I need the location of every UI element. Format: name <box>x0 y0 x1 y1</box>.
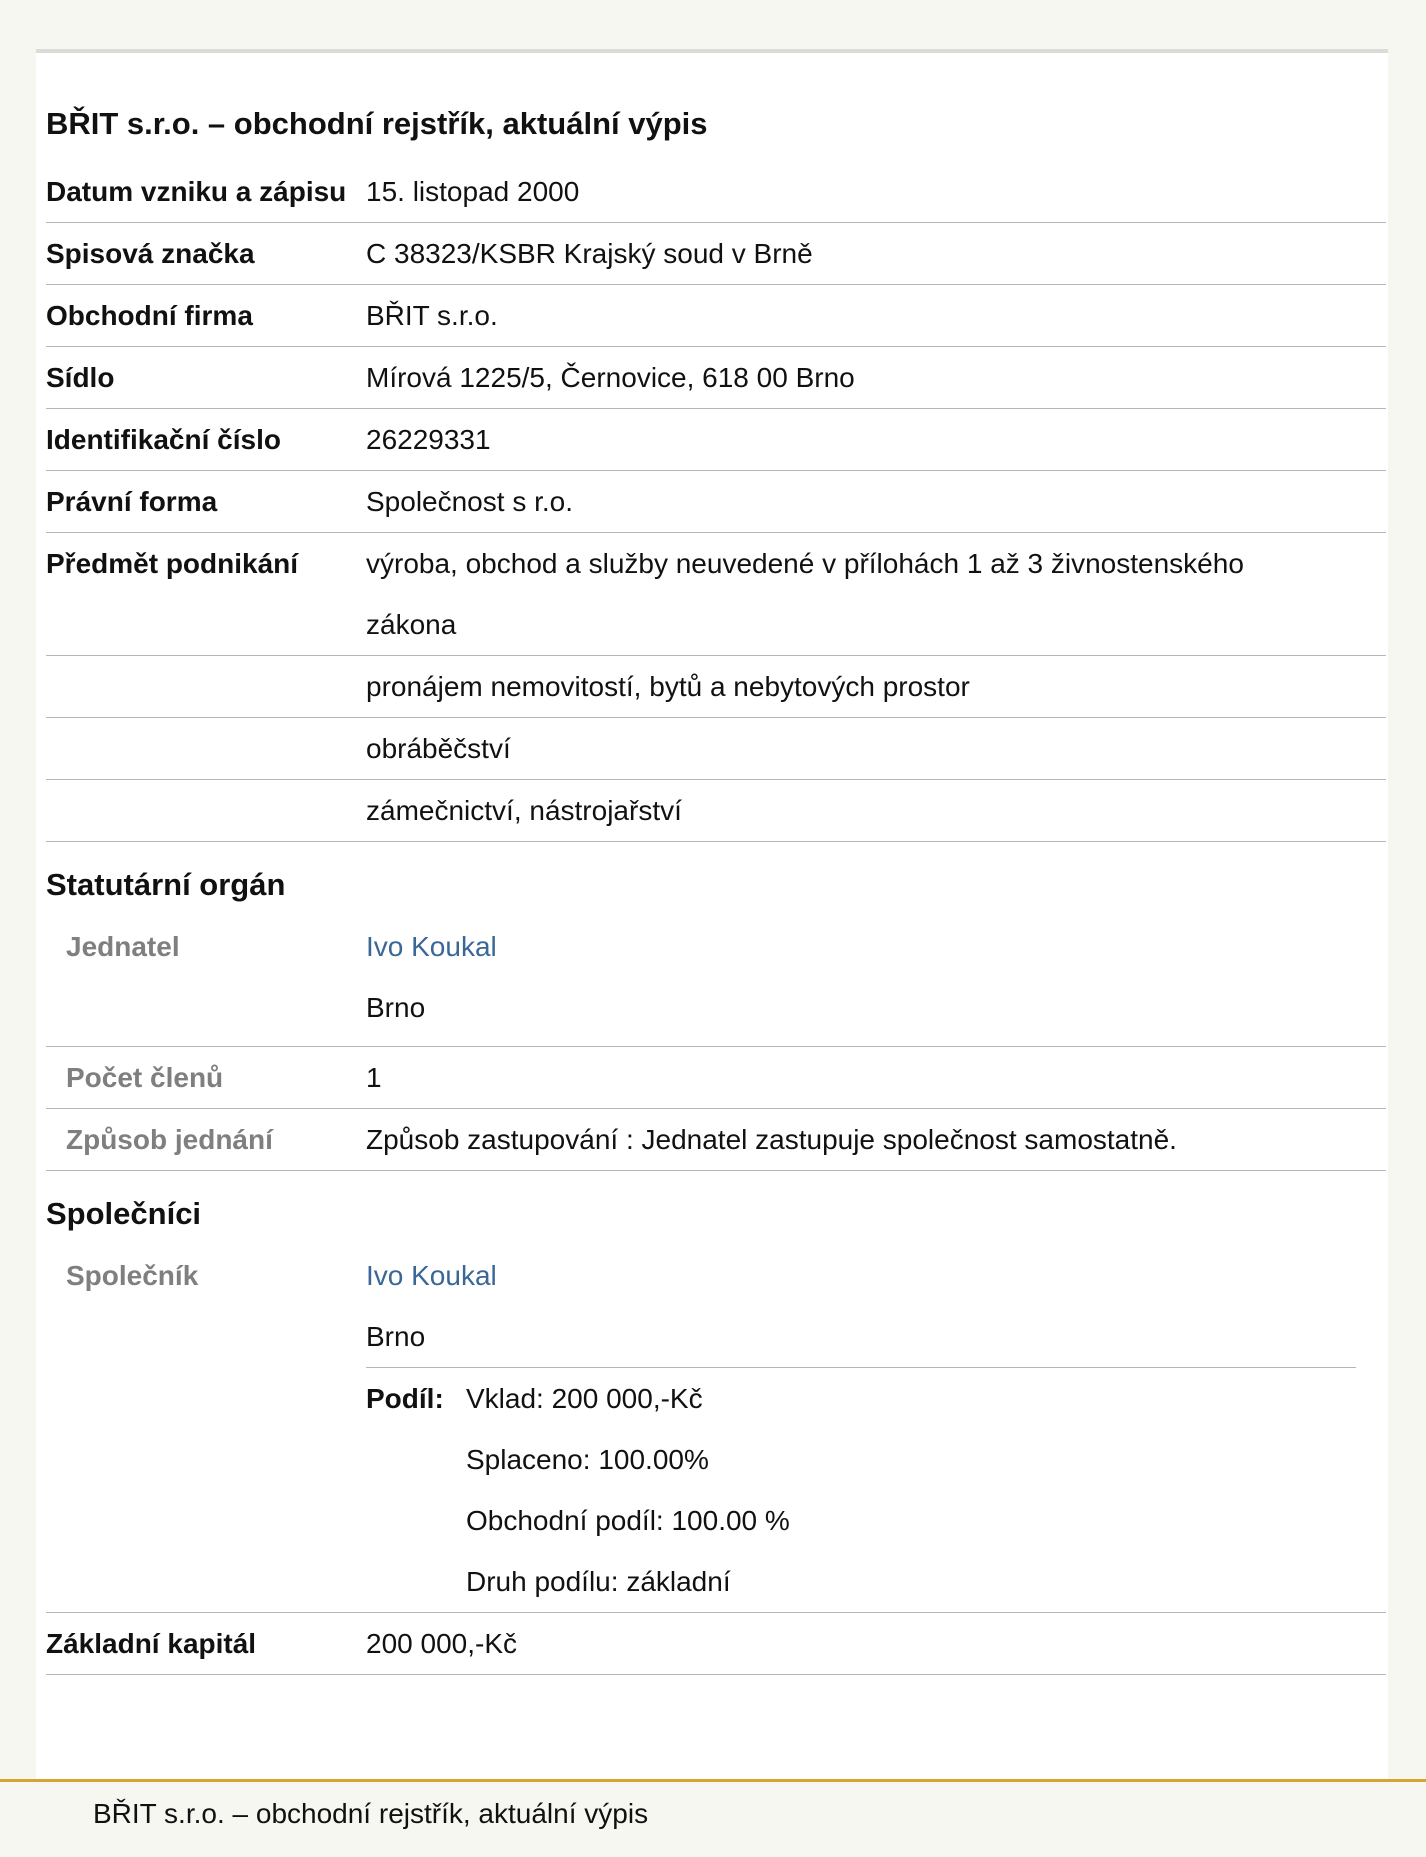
value-datum-vzniku: 15. listopad 2000 <box>366 176 580 207</box>
footer-title: BŘIT s.r.o. – obchodní rejstřík, aktuální výpis <box>93 1798 649 1829</box>
label-pocet-clenu: Počet členů <box>66 1062 224 1093</box>
share-druh-podilu: Druh podílu: základní <box>466 1566 731 1597</box>
section-title-statutarni-organ: Statutární orgán <box>46 867 286 902</box>
jednatel-city: Brno <box>366 992 426 1023</box>
share-block <box>366 1367 1356 1612</box>
label-pravni-forma: Právní forma <box>46 486 218 517</box>
row-datum-vzniku <box>46 161 1386 223</box>
value-spisova-znacka: C 38323/KSBR Krajský soud v Brně <box>366 238 813 269</box>
value-sidlo: Mírová 1225/5, Černovice, 618 00 Brno <box>366 362 855 393</box>
value-spolecnik <box>366 1245 1386 1612</box>
value-pocet-clenu: 1 <box>366 1062 382 1093</box>
label-empty <box>46 780 366 841</box>
section-title-spolecnici: Společníci <box>46 1196 202 1231</box>
row-sidlo <box>46 347 1386 409</box>
value-jednatel <box>366 916 1386 1046</box>
share-vklad: Vklad: 200 000,-Kč <box>466 1383 703 1414</box>
label-spolecnik: Společník <box>66 1260 199 1291</box>
value-zpusob-jednani: Způsob zastupování : Jednatel zastupuje společnost samostatně. <box>366 1124 1177 1155</box>
row-predmet-item-3 <box>46 718 1386 780</box>
label-jednatel: Jednatel <box>66 931 180 962</box>
person-link-spolecnik[interactable]: Ivo Koukal <box>366 1260 497 1291</box>
row-predmet-item-4 <box>46 780 1386 842</box>
share-details <box>466 1368 790 1612</box>
label-zakladni-kapital: Základní kapitál <box>46 1628 257 1659</box>
value-predmet-item: obráběčství <box>366 733 511 764</box>
value-predmet-item: pronájem nemovitostí, bytů a nebytových prostor <box>366 671 970 702</box>
value-pravni-forma: Společnost s r.o. <box>366 486 574 517</box>
value-obchodni-firma: BŘIT s.r.o. <box>366 300 498 331</box>
value-predmet-item: výroba, obchod a služby neuvedené v přílohách 1 až 3 živnostenského zákona <box>366 548 1244 640</box>
row-zpusob-jednani <box>46 1109 1386 1171</box>
share-splaceno: Splaceno: 100.00% <box>466 1444 709 1475</box>
share-obchodni-podil: Obchodní podíl: 100.00 % <box>466 1505 790 1536</box>
value-identifikacni-cislo: 26229331 <box>366 424 491 455</box>
label-identifikacni-cislo: Identifikační číslo <box>46 424 281 455</box>
row-spolecnik <box>46 1245 1386 1613</box>
label-predmet-podnikani: Předmět podnikání <box>46 548 299 579</box>
label-spisova-znacka: Spisová značka <box>46 238 255 269</box>
row-identifikacni-cislo <box>46 409 1386 471</box>
row-pocet-clenu <box>46 1047 1386 1109</box>
row-spisova-znacka <box>46 223 1386 285</box>
row-obchodni-firma <box>46 285 1386 347</box>
page-footer <box>0 1779 1426 1857</box>
page-title: BŘIT s.r.o. – obchodní rejstřík, aktuální výpis <box>46 106 708 141</box>
label-empty <box>46 656 366 717</box>
label-datum-vzniku: Datum vzniku a zápisu <box>46 176 347 207</box>
row-pravni-forma <box>46 471 1386 533</box>
value-zakladni-kapital: 200 000,-Kč <box>366 1628 517 1659</box>
label-obchodni-firma: Obchodní firma <box>46 300 253 331</box>
value-predmet-item: zámečnictví, nástrojařství <box>366 795 682 826</box>
register-table <box>46 161 1386 1675</box>
label-zpusob-jednani: Způsob jednání <box>66 1124 273 1155</box>
register-card <box>36 49 1388 1781</box>
label-sidlo: Sídlo <box>46 362 115 393</box>
row-jednatel <box>46 916 1386 1047</box>
spolecnik-city: Brno <box>366 1321 426 1352</box>
row-predmet-item-2 <box>46 656 1386 718</box>
row-zakladni-kapital <box>46 1613 1386 1675</box>
share-label: Podíl: <box>366 1383 444 1414</box>
row-predmet-podnikani <box>46 533 1386 656</box>
label-empty <box>46 718 366 779</box>
person-link-jednatel[interactable]: Ivo Koukal <box>366 931 497 962</box>
